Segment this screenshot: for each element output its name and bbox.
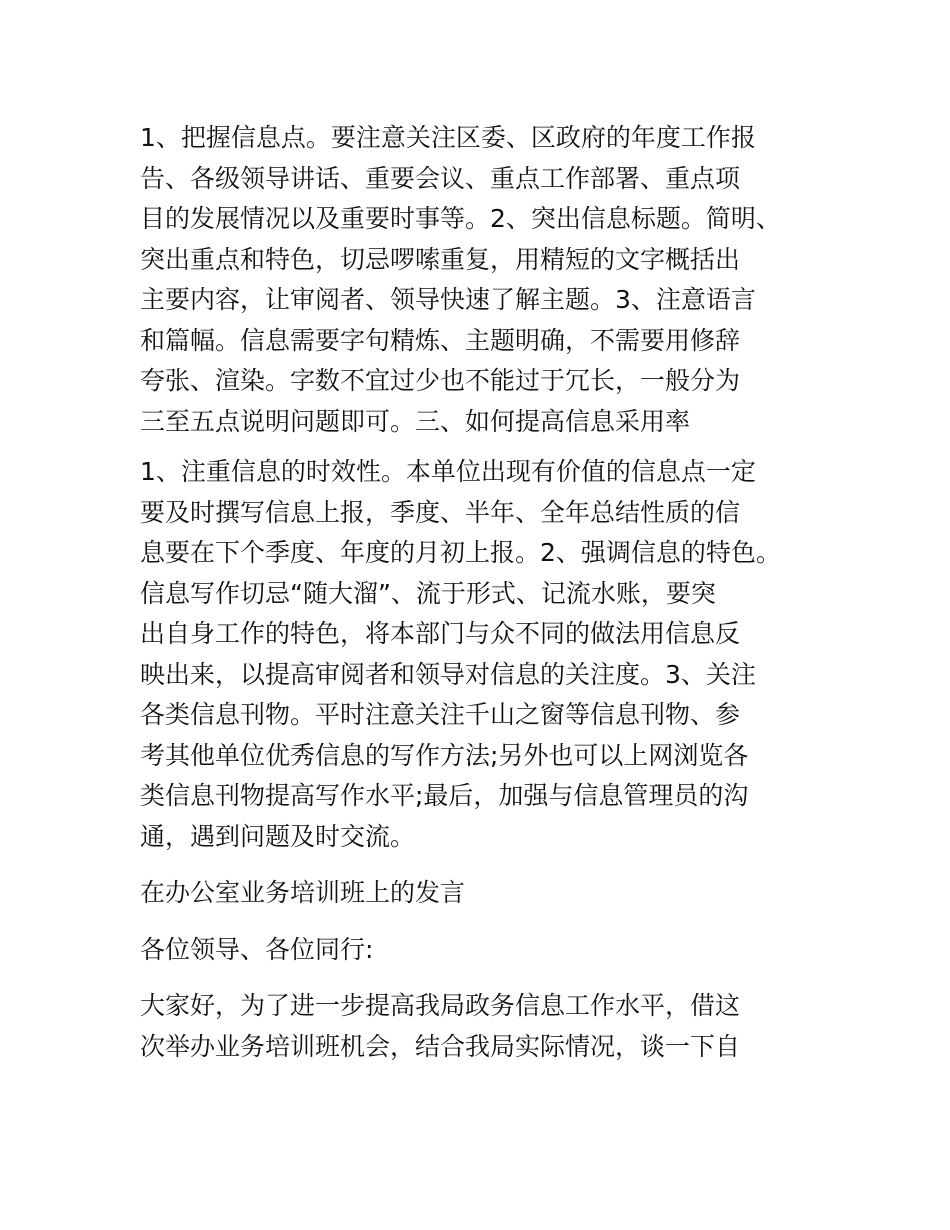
speech-title	[140, 873, 830, 914]
text-line: 大家好，为了进一步提高我局政务信息工作水平，借这	[140, 991, 741, 1020]
text-line: 夸张、渲染。字数不宜过少也不能过于冗长，一般分为	[140, 366, 741, 395]
text-line: 目的发展情况以及重要时事等。2、突出信息标题。简明、	[140, 204, 781, 233]
text-line: 1、注重信息的时效性。本单位出现有价值的信息点一定	[140, 457, 756, 486]
text-line: 突出重点和特色，切忌啰嗦重复，用精短的文字概括出	[140, 244, 741, 274]
text-line: 要及时撰写信息上报，季度、半年、全年总结性质的信	[140, 497, 741, 527]
text-line: 各类信息刊物。平时注意关注千山之窗等信息刊物、参	[140, 700, 741, 729]
text-line: 各位领导、各位同行:	[140, 934, 374, 964]
paragraph-gap	[140, 914, 830, 930]
text-line: 主要内容，让审阅者、领导快速了解主题。3、注意语言	[140, 285, 756, 314]
salutation	[140, 930, 830, 971]
text-line: 通，遇到问题及时交流。	[140, 821, 416, 851]
text-line: 信息写作切忌“随大溜”、流于形式、记流水账，要突	[140, 578, 716, 608]
paragraph-opening	[140, 986, 830, 1067]
text-line: 和篇幅。信息需要字句精炼、主题明确，不需要用修辞	[140, 325, 741, 355]
text-line: 告、各级领导讲话、重要会议、重点工作部署、重点项	[140, 163, 741, 193]
text-line: 息要在下个季度、年度的月初上报。2、强调信息的特色。	[140, 538, 781, 567]
paragraph-information-points	[140, 118, 830, 442]
text-line: 1、把握信息点。要注意关注区委、区政府的年度工作报	[140, 123, 756, 152]
paragraph-gap	[140, 442, 830, 452]
paragraph-gap	[140, 857, 830, 873]
text-line: 映出来，以提高审阅者和领导对信息的关注度。3、关注	[140, 659, 756, 689]
paragraph-gap	[140, 970, 830, 986]
text-line: 次举办业务培训班机会，结合我局实际情况，谈一下自	[140, 1031, 741, 1061]
document-body	[140, 118, 830, 1067]
text-line: 在办公室业务培训班上的发言	[140, 878, 466, 907]
text-line: 考其他单位优秀信息的写作方法;另外也可以上网浏览各	[140, 740, 749, 770]
text-line: 出自身工作的特色，将本部门与众不同的做法用信息反	[140, 619, 741, 648]
paragraph-adoption-rate	[140, 452, 830, 857]
text-line: 类信息刊物提高写作水平;最后，加强与信息管理员的沟	[140, 781, 749, 810]
text-line: 三至五点说明问题即可。三、如何提高信息采用率	[140, 406, 691, 436]
